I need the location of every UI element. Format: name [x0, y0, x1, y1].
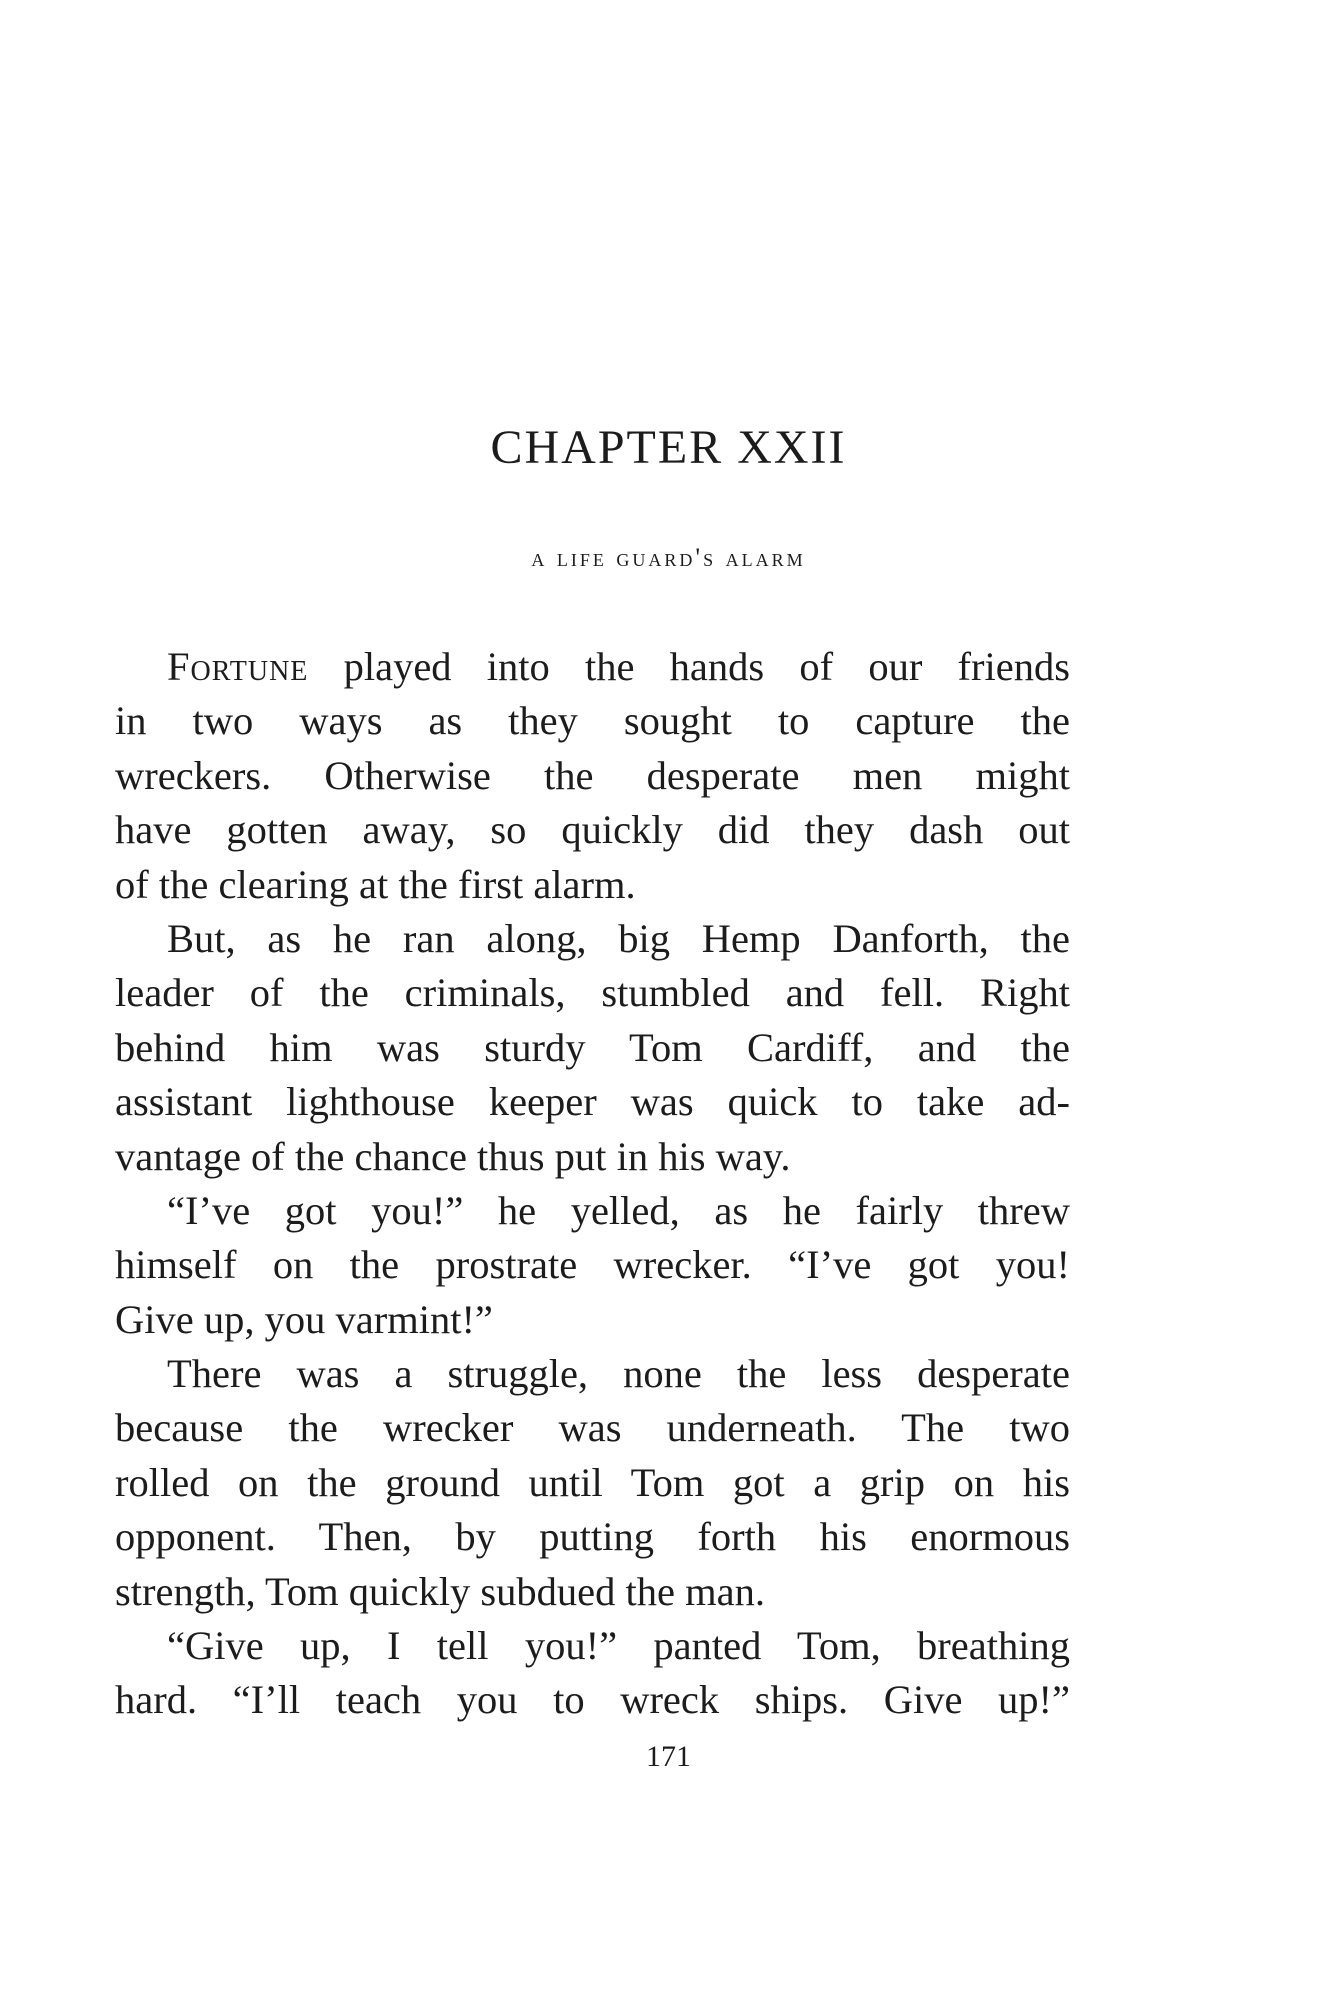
text-line: rolled on the ground until Tom got a grip on his — [115, 1459, 1070, 1505]
text-line: strength, Tom quickly subdued the man. — [115, 1568, 765, 1614]
text-line: But, as he ran along, big Hemp Danforth, the — [167, 915, 1070, 961]
text-line: wreckers. Otherwise the desperate men might — [115, 752, 1070, 798]
text-line: in two ways as they sought to capture the — [115, 698, 1070, 744]
text-line: There was a struggle, none the less desperate — [167, 1351, 1070, 1397]
chapter-body — [115, 640, 1070, 1728]
text-line: Give up, you varmint!” — [115, 1296, 493, 1342]
text-line: vantage of the chance thus put in his way. — [115, 1133, 791, 1179]
text-line: of the clearing at the first alarm. — [115, 861, 636, 907]
chapter-subtitle — [0, 543, 1337, 573]
text-line: leader of the criminals, stumbled and fell. Right — [115, 970, 1070, 1016]
text-line: “I’ve got you!” he yelled, as he fairly threw — [167, 1187, 1070, 1233]
chapter-subtitle-text: a life guard's alarm — [531, 543, 806, 572]
text-line — [115, 640, 1070, 694]
text-line: hard. “I’ll teach you to wreck ships. Give up!” — [115, 1677, 1070, 1723]
text-line: himself on the prostrate wrecker. “I’ve got you! — [115, 1242, 1070, 1288]
text-line: behind him was sturdy Tom Cardiff, and the — [115, 1024, 1070, 1070]
page-number: 171 — [646, 1740, 691, 1773]
chapter-title: CHAPTER XXII — [490, 421, 847, 474]
text-line: assistant lighthouse keeper was quick to take ad- — [115, 1079, 1070, 1125]
text-line: opponent. Then, by putting forth his enormous — [115, 1514, 1070, 1560]
text-line: because the wrecker was underneath. The two — [115, 1405, 1070, 1451]
text-line: have gotten away, so quickly did they dash out — [115, 807, 1070, 853]
opening-word: Fortune — [167, 644, 309, 689]
text-line-content: played into the hands of our friends — [308, 644, 1070, 689]
text-line: “Give up, I tell you!” panted Tom, breathing — [167, 1623, 1070, 1669]
